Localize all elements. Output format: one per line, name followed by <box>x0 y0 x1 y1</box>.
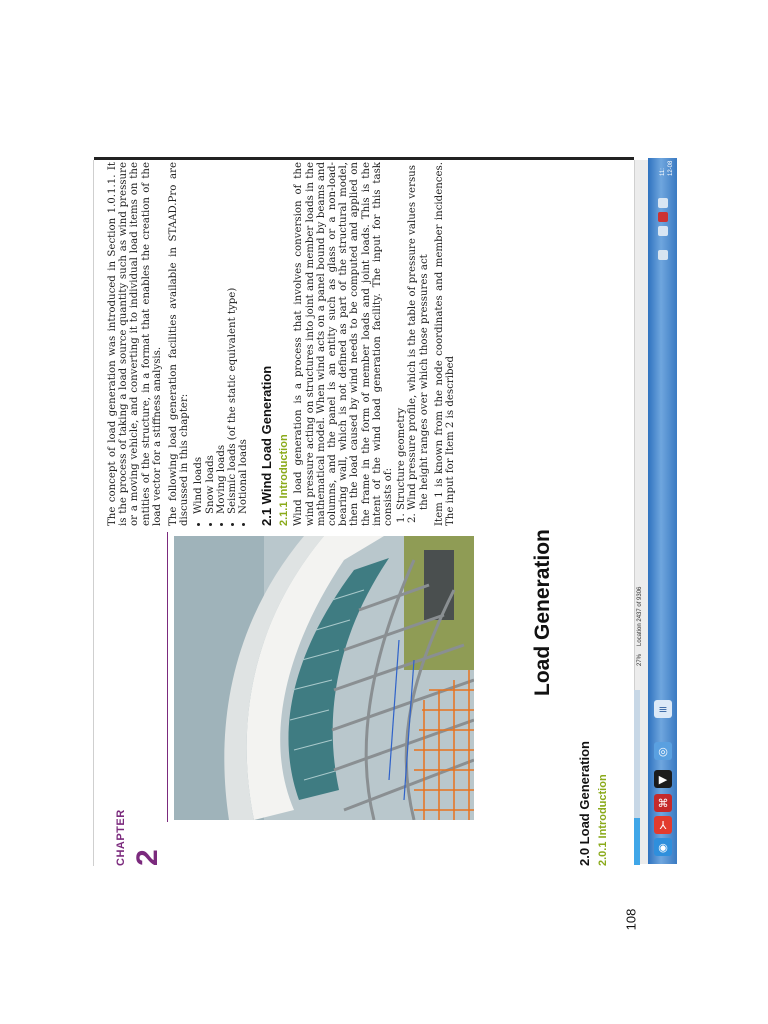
list-item: • Snow loads <box>205 162 216 514</box>
list-item: 2. Wind pressure profile, which is the table of pressure values versus the height ranges over which those pressures act <box>407 162 429 510</box>
subsection-heading-2-0-1: 2.0.1 Introduction <box>597 774 609 866</box>
list-item: • Seismic loads (of the static equivalent type) <box>227 162 238 514</box>
list-item: 1. Structure geometry <box>396 162 407 510</box>
start-icon[interactable]: ◉ <box>654 838 672 856</box>
book-page <box>107 160 627 866</box>
list-item: • Moving loads <box>216 162 227 514</box>
reading-progress-fill <box>634 818 640 865</box>
chapter-label: CHAPTER <box>115 809 127 866</box>
wind-paragraph: Wind load generation is a process that involves conversion of the wind pressure acting on structures into joint and member loads in the mathematical model. When wind acts on a panel bound by beams and columns, and the panel is an entity such as glass or a non-load-bearing wall, which is not defined as part of the structural model, then the load caused by wind needs to be computed and applied on the frame in the form of member loads and joint loads. This is the intent of the wind load generation facility. The input for this task consists of: <box>293 162 395 526</box>
reading-progress-bar[interactable] <box>634 690 640 865</box>
facilities-paragraph: The following load generation facilities available in STAAD.Pro are discussed in this chapter: <box>168 162 191 526</box>
reader-percent: 27% <box>637 653 643 666</box>
wind-inputs-list <box>396 162 430 526</box>
section-heading-2-1: 2.1 Wind Load Generation <box>259 365 275 526</box>
structure-illustration <box>174 536 474 820</box>
document-icon[interactable]: ≡ <box>654 700 672 718</box>
subsection-heading-2-1-1: 2.1.1 Introduction <box>278 434 291 526</box>
chapter-number: 2 <box>131 849 164 866</box>
network-icon[interactable] <box>658 250 668 260</box>
volume-icon[interactable] <box>658 226 668 236</box>
facilities-list <box>193 162 249 526</box>
list-item: • Wind loads <box>193 162 204 514</box>
structure-illustration-svg <box>174 536 474 820</box>
taskbar-date[interactable]: 12-08 <box>668 160 674 176</box>
taskbar-clock[interactable]: 11: <box>660 168 666 176</box>
reader-location: Location 2437 of 9306 <box>637 586 643 646</box>
left-rule <box>93 160 94 866</box>
flag-icon[interactable] <box>658 212 668 222</box>
list-item: • Notional loads <box>238 162 249 514</box>
pdf-reader-icon[interactable]: ⅄ <box>654 816 672 834</box>
right-column <box>107 162 627 526</box>
chapter-rule <box>167 532 168 822</box>
page-number: 108 <box>623 908 639 931</box>
media-player-icon[interactable]: ▶ <box>654 770 672 788</box>
chapter-title: Load Generation <box>531 529 554 696</box>
section-heading-2-0: 2.0 Load Generation <box>577 741 592 866</box>
app-icon[interactable]: ⌘ <box>654 794 672 812</box>
left-column <box>107 529 627 866</box>
battery-icon[interactable] <box>658 198 668 208</box>
closing-paragraph: Item 1 is known from the node coordinates and member incidences. The input for Item 2 is described <box>433 162 457 526</box>
browser-icon[interactable]: ◎ <box>654 742 672 760</box>
intro-paragraph: The concept of load generation was introduced in Section 1.0.1.1. It is the process of taking a load source quantity such as wind pressure or a moving vehicle, and converting it to individual load items on the entities of the structure, in a format that enables the creation of the load vector for a stiffness analysis. <box>107 162 163 526</box>
